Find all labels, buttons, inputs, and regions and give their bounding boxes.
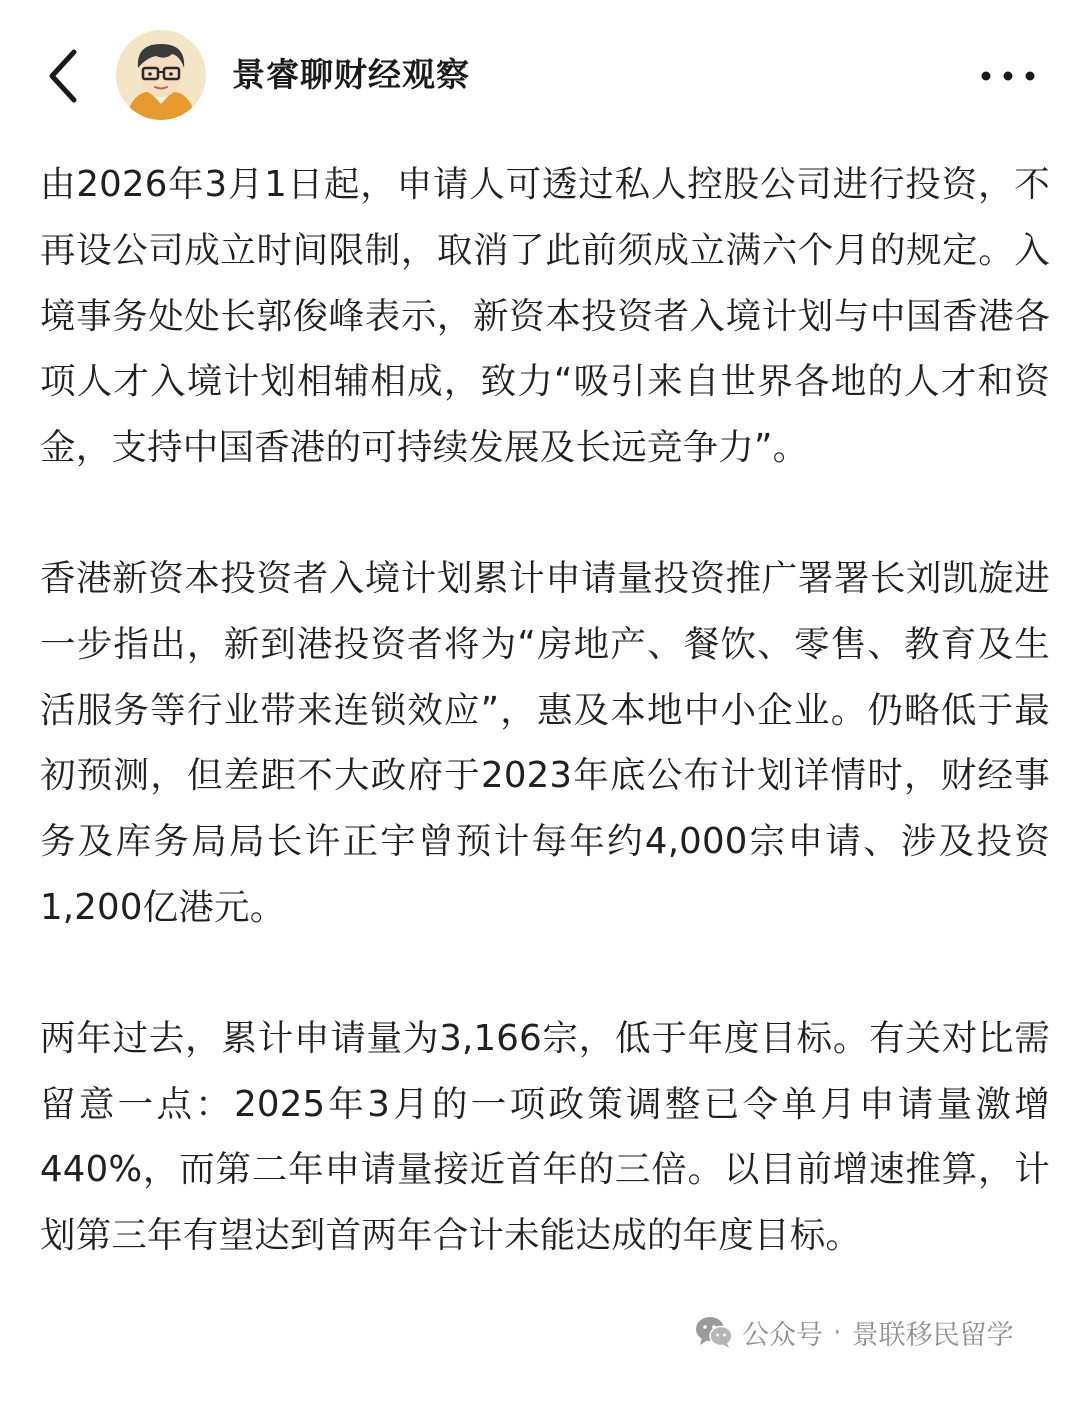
wechat-icon <box>694 1314 734 1350</box>
cartoon-avatar-icon <box>116 30 206 120</box>
article-paragraph: 两年过去，累计申请量为3,166宗，低于年度目标。有关对比需留意一点：2025年3月的一项政策调整已令单月申请量激增440%，而第二年申请量接近首年的三倍。以目前增速推算，计划第三年有望达到首两年合计未能达成的年度目标。 <box>40 1017 1050 1257</box>
author-avatar[interactable] <box>116 30 206 120</box>
article-body <box>40 152 1050 1269</box>
watermark-label: 公众号 <box>742 1319 823 1351</box>
watermark <box>694 1306 1020 1358</box>
more-dots-icon <box>976 56 1040 96</box>
article-paragraph: 由2026年3月1日起，申请人可透过私人控股公司进行投资，不再设公司成立时间限制，取消了此前须成立满六个月的规定。入境事务处处长郭俊峰表示，新资本投资者入境计划与中国香港各项人才入境计划相辅相成，致力“吸引来自世界各地的人才和资金，支持中国香港的可持续发展及长远竞争力”。 <box>40 164 1050 469</box>
back-button[interactable] <box>38 44 90 108</box>
author-name[interactable]: 景睿聊财经观察 <box>232 55 470 94</box>
watermark-account: 景联移民留学 <box>851 1319 1014 1351</box>
top-bar <box>0 0 1080 150</box>
article-paragraph: 香港新资本投资者入境计划累计申请量投资推广署署长刘凯旋进一步指出，新到港投资者将为“房地产、餐饮、零售、教育及生活服务等行业带来连锁效应”，惠及本地中小企业。仍略低于最初预测，但差距不大政府于2023年底公布计划详情时，财经事务及库务局局长许正宇曾预计每年约4,000宗申请、涉及投资1,200亿港元。 <box>40 557 1050 928</box>
watermark-separator: · <box>833 1316 842 1348</box>
chevron-left-icon <box>38 44 90 108</box>
more-button[interactable] <box>976 56 1040 96</box>
